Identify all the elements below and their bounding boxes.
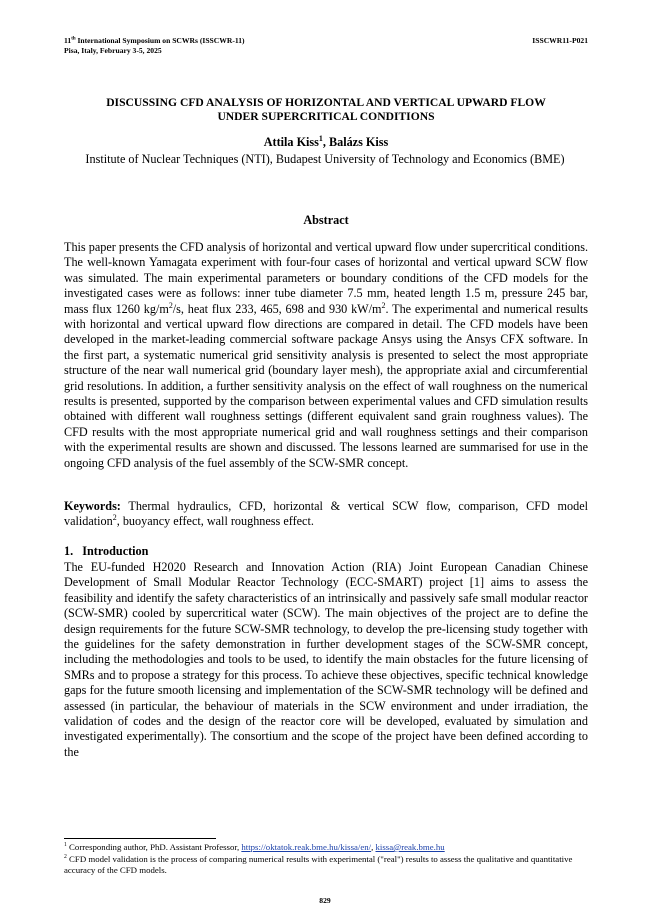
symposium-location: Pisa, Italy, February 3-5, 2025 <box>64 46 162 55</box>
email-link[interactable]: kissa@reak.bme.hu <box>375 842 445 852</box>
footnote-divider <box>64 838 216 839</box>
affiliation: Institute of Nuclear Techniques (NTI), Budapest University of Technology and Economics (BME) <box>85 152 565 166</box>
author-1: Attila Kiss <box>263 135 319 149</box>
title-line-2: UNDER SUPERCRITICAL CONDITIONS <box>217 110 435 123</box>
symposium-name: 11th International Symposium on SCWRs (ISSCWR-11) <box>64 36 245 45</box>
abstract-heading: Abstract <box>303 213 349 227</box>
footnote-2: $^2$ CFD model validation is the process of comparing numerical results with experimental ("real") results to assess the qualitative and quantitative accuracy of the CFD models. <box>64 854 573 875</box>
section-heading-introduction: 1. Introduction <box>64 544 149 558</box>
page-number: 829 <box>319 896 331 905</box>
paper-title <box>64 96 588 124</box>
homepage-link[interactable]: https://oktatok.reak.bme.hu/kissa/en/ <box>241 842 372 852</box>
author-2: Balázs Kiss <box>328 135 389 149</box>
footnote-1: $^1$ Corresponding author, PhD. Assistant Professor, https://oktatok.reak.bme.hu/kissa/en/, kissa@reak.bme.hu <box>64 842 445 852</box>
author-list: Attila Kiss$^1$, Balázs Kiss <box>263 133 389 149</box>
running-header-left <box>64 36 245 56</box>
title-line-1: DISCUSSING CFD ANALYSIS OF HORIZONTAL AND VERTICAL UPWARD FLOW <box>106 96 546 109</box>
author-1-footnote-mark: 1 <box>318 133 323 143</box>
abstract-text: This paper presents the CFD analysis of horizontal and vertical upward flow under supercritical conditions. The well-known Yamagata experiment with four-four cases of horizontal and vertical upward SCW flow was simulated. The main experimental parameters or boundary conditions of the CFD models for the investigated cases were as follows: inner tube diameter 7.5 mm, heated length 1.5 m, pressure 245 bar, mass flux 1260 $kg/m^2/s$, heat flux 233, 465, 698 and 930 $kW/m^2$. The experimental and numerical results with horizontal and vertical upward flow directions are compared in detail. The CFD models have been developed in the market-leading commercial software package Ansys using the Ansys CFX software. In the first part, a systematic numerical grid sensitivity analysis is presented to select the most appropriate structure of the near wall numerical grid (boundary layer mesh), the appropriate axial and circumferential grid resolutions. In addition, a further sensitivity analysis on the effect of wall roughness on the numerical results is presented, supported by the comparison between experimental values and CFD simulation results obtained with different wall roughness settings (different equivalent sand grain roughness values). The CFD results with the most appropriate numerical grid and wall roughness settings and their comparison with the experimental results are shown and discussed. The lessons learned are summarised for use in the ongoing CFD analysis of the fuel assembly of the SCW-SMR concept. <box>64 240 588 470</box>
paper-id: ISSCWR11-P021 <box>532 36 588 45</box>
introduction-text: The EU-funded H2020 Research and Innovation Action (RIA) Joint European Canadian Chinese Development of Small Modular Reactor Technology (ECC-SMART) project [1] aims to assess the feasibility and identify the safety characteristics of an intrinsically and passively safe small modular reactor (SCW-SMR) cooled by supercritical water (SCW). The main objectives of the project are to define the design requirements for the future SCW-SMR technology, to develop the pre-licensing study together with the guidelines for the safety demonstration in further development stages of the SCW-SMR concept, including the methodologies and tools to be used, to identify the main obstacles for the future licensing of SMRs and to propose a strategy for this process. To achieve these objectives, specific technical knowledge gaps for the future smooth licensing and implementation of the SCW-SMR technology will be defined and assessed (in particular, the behaviour of materials in the SCW environment and under irradiation, the validation of codes and the design of the reactor core will be developed, evaluated by simulation and investigated experimentally). The consortium and the scope of the project have been defined according to the <box>64 560 588 759</box>
keywords: Keywords: Thermal hydraulics, CFD, horizontal & vertical SCW flow, comparison, CFD model validation$^2$, buoyancy effect, wall roughness effect. <box>64 499 588 529</box>
keywords-label: Keywords: <box>64 499 121 513</box>
